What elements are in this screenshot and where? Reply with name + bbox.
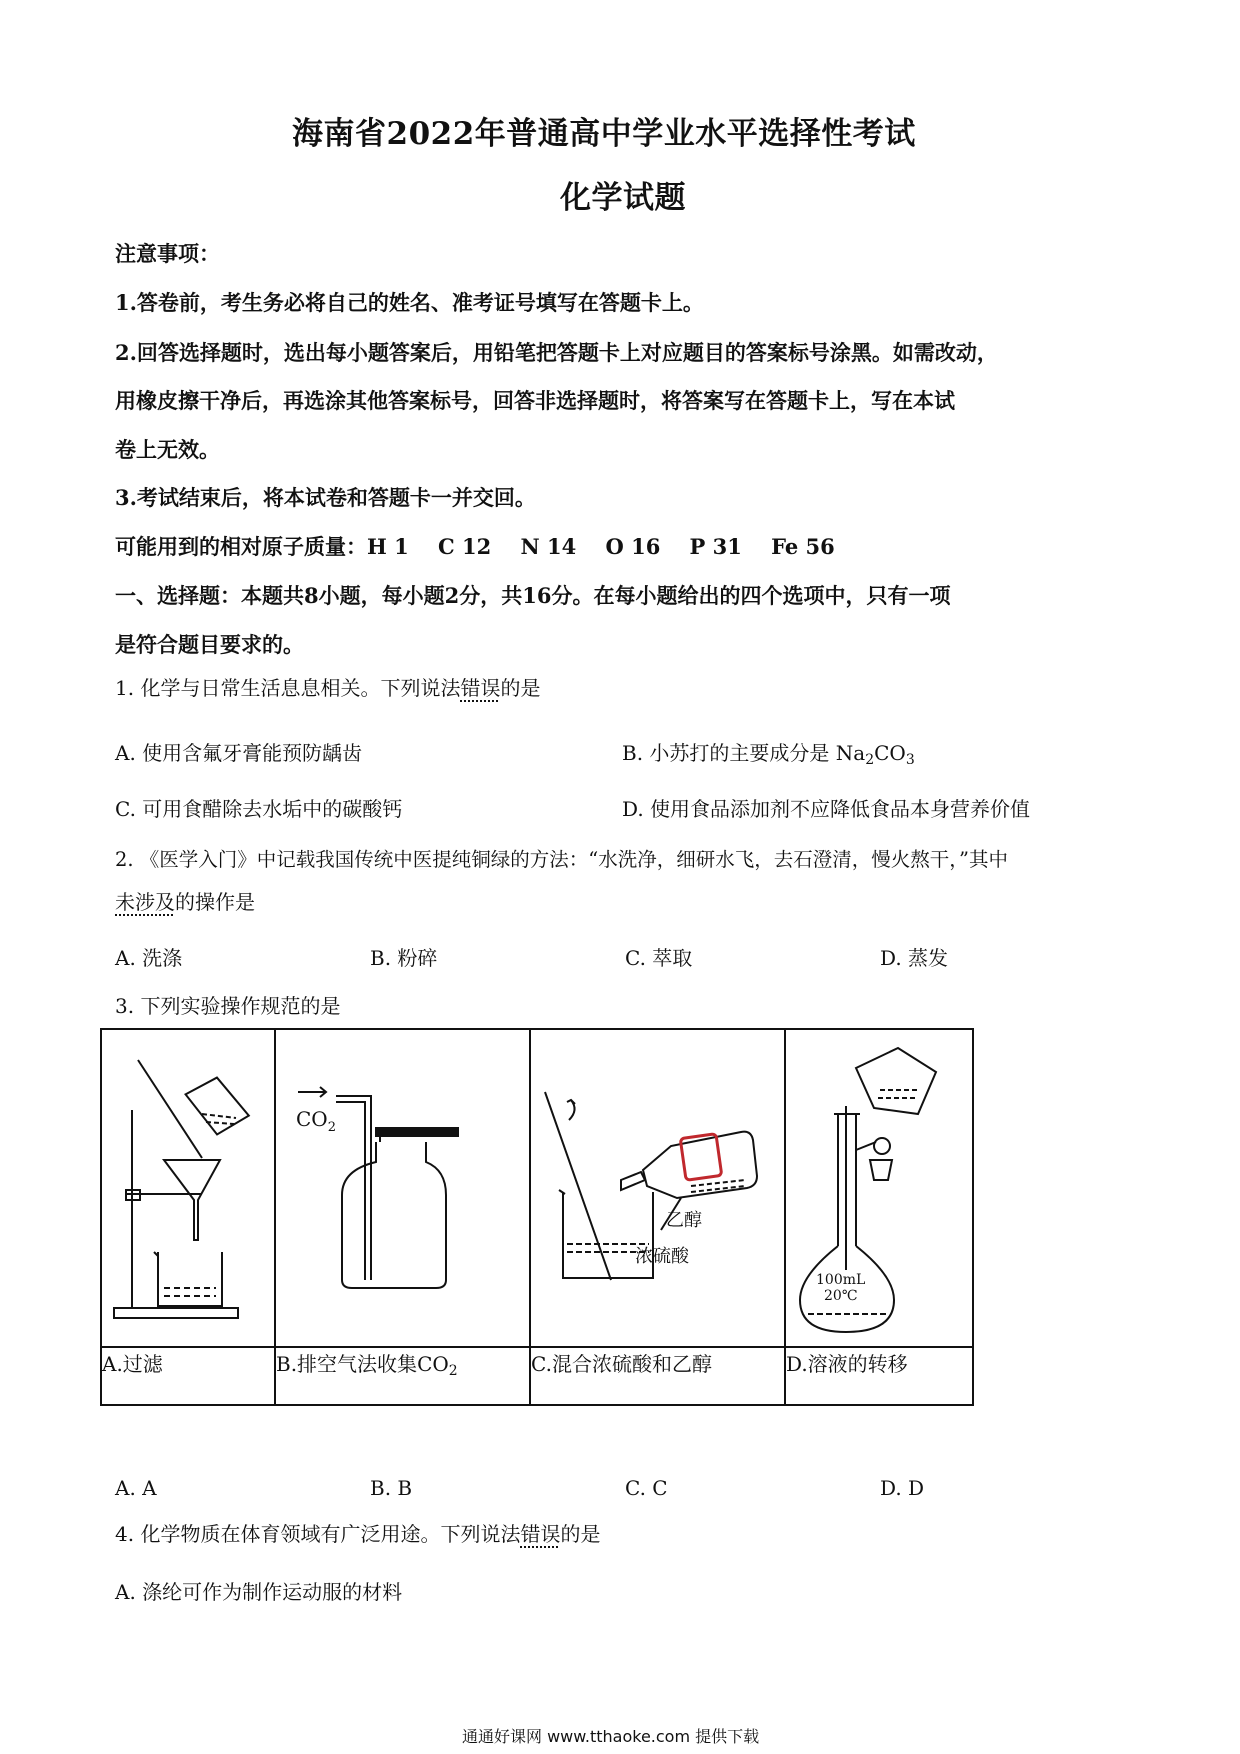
beaker-mixing-icon	[531, 1030, 784, 1342]
gas-bottle-icon	[276, 1030, 529, 1342]
caption-a: A.过滤	[101, 1347, 275, 1405]
section-1-heading-line2: 是符合题目要求的。	[115, 632, 304, 657]
exam-title: 海南省2022年普通高中学业水平选择性考试	[292, 116, 916, 152]
flask-volume-label: 100mL	[816, 1272, 866, 1288]
note-2-line2: 用橡皮擦干净后，再选涂其他答案标号，回答非选择题时，将答案写在答题卡上，写在本试	[115, 388, 955, 413]
q1-option-a: A. 使用含氟牙膏能预防龋齿	[115, 741, 363, 765]
q3-option-a: A. A	[115, 1476, 157, 1500]
q2-option-c: C. 萃取	[625, 946, 693, 970]
question-2-stem-line1: 2. 《医学入门》中记载我国传统中医提纯铜绿的方法：“水洗净，细研水飞，去石澄清，慢火熬干，”其中	[115, 848, 1008, 871]
q4-option-a: A. 涤纶可作为制作运动服的材料	[115, 1580, 403, 1604]
figure-d-solution-transfer	[785, 1029, 973, 1347]
figure-c-mixing-acid	[530, 1029, 785, 1347]
q1-option-d: D. 使用食品添加剂不应降低食品本身营养价值	[622, 797, 1031, 821]
note-3: 3.考试结束后，将本试卷和答题卡一并交回。	[115, 485, 536, 510]
q2-option-b: B. 粉碎	[370, 946, 438, 970]
emphasis-dots: 错误	[460, 676, 501, 700]
exam-subtitle: 化学试题	[560, 180, 686, 216]
notes-heading: 注意事项：	[115, 241, 220, 266]
experiment-figure-table	[100, 1028, 974, 1406]
question-3-stem: 3. 下列实验操作规范的是	[115, 994, 341, 1018]
co2-label: $CO_2$	[296, 1107, 336, 1135]
emphasis-dots: 错误	[520, 1522, 561, 1546]
ethanol-label: 乙醇	[666, 1210, 702, 1231]
flask-temp-label: 20℃	[824, 1288, 858, 1304]
volumetric-flask-icon	[786, 1030, 972, 1342]
figure-b-gas-collection	[275, 1029, 530, 1347]
question-4-stem: 4. 化学物质在体育领域有广泛用途。下列说法错误的是	[115, 1522, 601, 1546]
section-1-heading-line1: 一、选择题：本题共8小题，每小题2分，共16分。在每小题给出的四个选项中，只有一项	[115, 583, 951, 608]
q3-option-c: C. C	[625, 1476, 668, 1500]
q1-option-b: B. 小苏打的主要成分是 $Na_2CO_3$	[622, 741, 915, 769]
sulfuric-acid-label: 浓硫酸	[635, 1246, 689, 1267]
filtration-apparatus-icon	[102, 1030, 274, 1342]
q1-option-c: C. 可用食醋除去水垢中的碳酸钙	[115, 797, 403, 821]
caption-c: C.混合浓硫酸和乙醇	[530, 1347, 785, 1405]
caption-d: D.溶液的转移	[785, 1347, 973, 1405]
q2-option-d: D. 蒸发	[880, 946, 949, 970]
page-footer: 通通好课网 www.tthaoke.com 提供下载	[462, 1727, 760, 1746]
figure-a-filtration	[101, 1029, 275, 1347]
q3-option-d: D. D	[880, 1476, 925, 1500]
q3-option-b: B. B	[370, 1476, 413, 1500]
caption-b: B.排空气法收集$CO_2$	[275, 1347, 530, 1405]
note-2-line3: 卷上无效。	[115, 437, 220, 462]
note-1: 1.答卷前，考生务必将自己的姓名、准考证号填写在答题卡上。	[115, 290, 704, 315]
q2-option-a: A. 洗涤	[115, 946, 183, 970]
emphasis-dots: 未涉及	[115, 890, 175, 914]
question-2-stem-line2: 未涉及的操作是	[115, 890, 255, 914]
note-2-line1: 2.回答选择题时，选出每小题答案后，用铅笔把答题卡上对应题目的答案标号涂黑。如需改动，	[115, 340, 998, 365]
atomic-masses: 可能用到的相对原子质量：H 1 C 12 N 14 O 16 P 31 Fe 56	[115, 534, 835, 559]
question-1-stem: 1. 化学与日常生活息息相关。下列说法错误的是	[115, 676, 541, 700]
